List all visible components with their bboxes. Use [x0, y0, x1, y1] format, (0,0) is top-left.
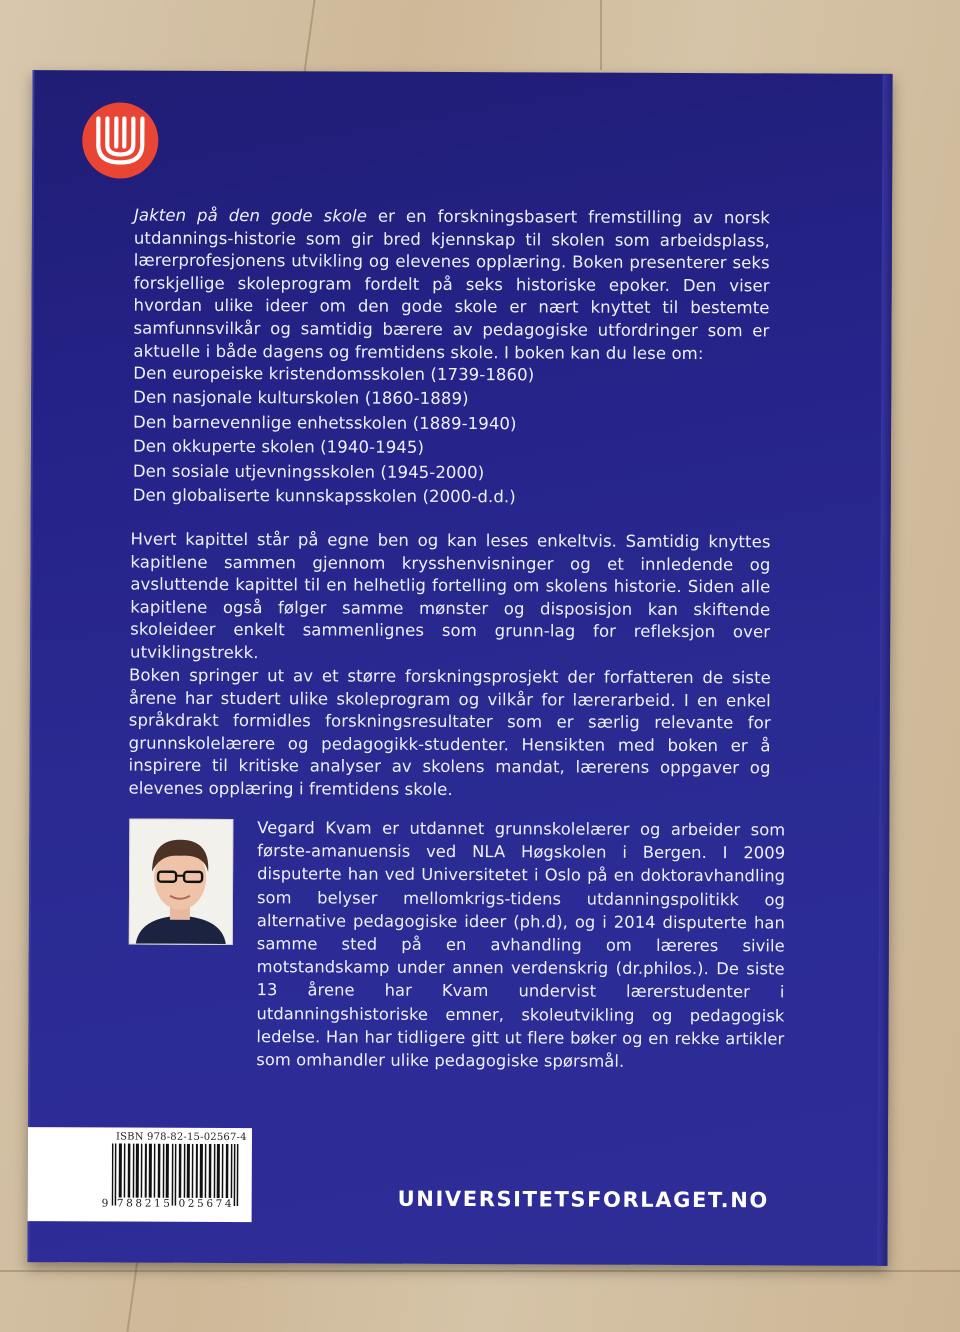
floor-plank-seam: [600, 0, 602, 70]
book-back-cover: [27, 70, 892, 1266]
barcode-digits: 9 788215 025674: [101, 1197, 235, 1211]
list-item: Den okkuperte skolen (1940-1945): [132, 436, 425, 458]
list-item: Den barnevennlige enhetsskolen (1889-1940): [133, 412, 517, 434]
chapters-text: Hvert kapittel står på egne ben og kan leses enkeltvis. Samtidig knyttes kapitlene sammen gjennom krysshenvisninger og et innledende og avsluttende kapittel til en helhetlig fortelling om skolens historie. Siden alle kapitlene også følger samme mønster og disposisjon kan skiftende skoleideer enkelt sammenlignes som grunn-lag for refleksjon over utviklingstrekk.: [130, 529, 771, 663]
list-item: Den europeiske kristendomsskolen (1739-1860): [133, 363, 535, 385]
barcode-label: [28, 1127, 252, 1222]
school-list: [133, 363, 634, 512]
isbn-text: ISBN 978-82-15-02567-4: [115, 1131, 247, 1144]
cover-edge: [877, 74, 892, 1266]
list-item: Den globaliserte kunnskapsskolen (2000-d.d.): [132, 485, 516, 507]
research-paragraph: [128, 665, 771, 803]
intro-text: er en forskningsbasert fremstilling av norsk utdannings-historie som gir bred kjennskap til skolen som arbeidsplass, lærerprofesjonens utvikling og elevenes opplæring. Boken presenterer seks forskjellige skoleprogram fordelt på seks historiske epoker. Den viser hvordan ulike ideer om den gode skole er nært knyttet til bestemte samfunnsvilkår og samtidig bærere av pedagogiske utfordringer som er aktuelle i både dagens og fremtidens skole. I boken kan du lese om:: [133, 206, 770, 363]
author-bio: [256, 816, 785, 1074]
universitetsforlaget-logo-icon: [82, 102, 158, 178]
list-item: Den sosiale utjevningsskolen (1945-2000): [132, 461, 485, 482]
intro-paragraph: [133, 205, 770, 366]
book-title-inline: Jakten på den gode skole: [133, 205, 368, 226]
list-item: Den nasjonale kulturskolen (1860-1889): [133, 387, 469, 409]
publisher-website: UNIVERSITETSFORLAGET.NO: [397, 1186, 769, 1213]
chapters-paragraph: [130, 529, 771, 667]
floor-plank-seam: [0, 1270, 960, 1272]
author-portrait-icon: [129, 819, 234, 945]
author-bio-text: Vegard Kvam er utdannet grunnskolelærer og arbeider som første-amanuensis ved NLA Høgskolen i Bergen. I 2009 disputerte han ved Universitetet i Oslo på en doktoravhandling som belyser mellomkrigs-tidens utdanningspolitikk og alternative pedagogiske ideer (ph.d), og i 2014 disputerte han samme sted på en avhandling om læreres sivile motstandskamp under annen verdenskrig (dr.philos.). De siste 13 årene har Kvam undervist lærerstudenter i utdanningshistoriske emner, skoleutvikling og pedagogisk ledelse. Han har tidligere gitt ut flere bøker og en rekke artikler som omhandler ulike pedagogiske spørsmål.: [256, 818, 786, 1071]
research-text: Boken springer ut av et større forskningsprosjekt der forfatteren de siste årene har studert ulike skoleprogram og vilkår for lærerarbeid. I en enkel språkdrakt formidles forskningsresultater som er særlig relevante for grunnskolelærere og pedagogikk-studenter. Hensikten med boken er å inspirere til kritiske analyser av skolens mandat, lærerens oppgaver og elevenes opplæring i fremtidens skole.: [128, 665, 772, 799]
